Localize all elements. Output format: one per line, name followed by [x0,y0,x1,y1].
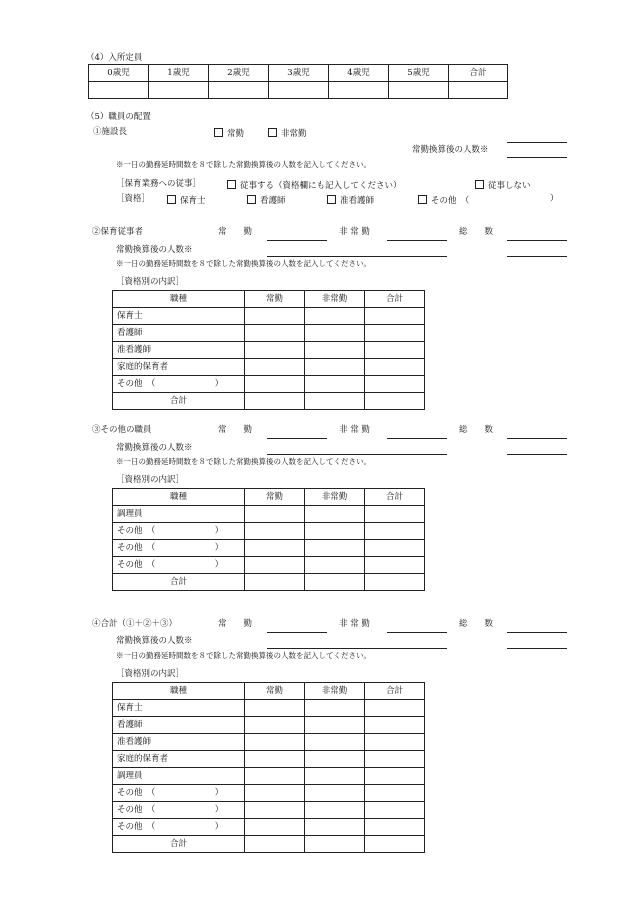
nursery-label: ②保育従事者 [92,227,144,237]
checkbox-icon[interactable] [327,195,336,204]
col-sum-header: 合計 [365,291,425,308]
total-sum-cell[interactable] [365,574,425,591]
chief-entry-line[interactable] [507,142,567,143]
full-time-cell[interactable] [245,376,305,393]
sum-cell[interactable] [365,768,425,785]
sum-cell[interactable] [365,700,425,717]
other-total-label: 総 数 [459,425,494,435]
chief-full-time-option[interactable]: 常勤 [214,128,244,139]
header-age-3: 3歳児 [269,65,329,82]
table-row [113,819,425,836]
part-time-cell[interactable] [305,557,365,574]
part-time-cell[interactable] [305,819,365,836]
total-part-cell[interactable] [305,393,365,410]
total-full-cell[interactable] [245,574,305,591]
qual-option-nursery[interactable]: 保育士 [167,195,206,206]
col-part-header: 非常勤 [305,291,365,308]
row-label: その他 （ ） [113,540,245,557]
total-part-cell[interactable] [305,574,365,591]
row-label: 調理員 [113,768,245,785]
nursery-total-line[interactable] [507,240,567,241]
other-part-line[interactable] [387,438,447,439]
nursery-conv-label: 常勤換算後の人数※ [116,245,193,255]
total-part-cell[interactable] [305,836,365,853]
other-conv-line[interactable] [267,454,447,455]
sum-cell[interactable] [365,523,425,540]
other-conv-label: 常勤換算後の人数※ [116,443,193,453]
part-time-cell[interactable] [305,342,365,359]
full-time-cell[interactable] [245,751,305,768]
sum-part-line[interactable] [387,632,447,633]
row-label: 保育士 [113,700,245,717]
nursery-total-label: 総 数 [459,227,494,237]
part-time-cell[interactable] [305,734,365,751]
row-total-label: 合計 [113,836,245,853]
full-time-cell[interactable] [245,785,305,802]
other-breakdown-label: ［資格別の内訳］ [116,475,185,485]
capacity-table [88,64,508,99]
full-time-cell[interactable] [245,359,305,376]
part-time-cell[interactable] [305,325,365,342]
row-total-label: 合計 [113,574,245,591]
section-5-title: （5）職員の配置 [86,112,151,122]
qualification-label: ［資格］ [116,194,151,204]
header-age-5: 5歳児 [389,65,449,82]
sum-cell[interactable] [365,325,425,342]
total-sum-cell[interactable] [365,836,425,853]
table-total-row [113,393,425,410]
sum-cell[interactable] [365,359,425,376]
table-row [113,308,425,325]
qual-option-nurse[interactable]: 看護師 [247,195,286,206]
col-full-header: 常勤 [245,489,305,506]
chief-conv-label: 常勤換算後の人数※ [412,145,489,155]
nursery-conv-line[interactable] [267,256,447,257]
full-time-cell[interactable] [245,342,305,359]
part-time-cell[interactable] [305,359,365,376]
checkbox-icon[interactable] [247,195,256,204]
row-label: 看護師 [113,717,245,734]
part-time-cell[interactable] [305,751,365,768]
checkbox-icon[interactable] [475,180,484,189]
capacity-cell-0[interactable] [89,82,149,99]
chief-label: ①施設長 [93,127,128,137]
total-full-cell[interactable] [245,836,305,853]
row-label: 看護師 [113,325,245,342]
nursery-note: ※一日の勤務延時間数を８で除した常勤換算後の人数を記入してください。 [116,259,371,268]
chief-note: ※一日の勤務延時間数を８で除した常勤換算後の人数を記入してください。 [116,160,371,169]
capacity-cell-total[interactable] [449,82,508,99]
table-row [113,717,425,734]
table-row [113,700,425,717]
checkbox-icon[interactable] [167,195,176,204]
sum-label: ④合計（①＋②＋③） [92,619,178,629]
sum-cell[interactable] [365,751,425,768]
checkbox-icon[interactable] [214,128,223,137]
qual-option-assistant-nurse[interactable]: 准看護師 [327,195,374,206]
checkbox-icon[interactable] [268,128,277,137]
full-time-cell[interactable] [245,325,305,342]
table-row [113,376,425,393]
sum-breakdown-table [112,682,425,853]
total-full-cell[interactable] [245,393,305,410]
sum-full-line[interactable] [267,632,327,633]
total-sum-cell[interactable] [365,393,425,410]
nursery-full-label: 常 勤 [218,227,253,237]
checkbox-icon[interactable] [227,180,236,189]
other-total-line[interactable] [507,438,567,439]
other-note: ※一日の勤務延時間数を８で除した常勤換算後の人数を記入してください。 [116,457,371,466]
row-label: 家庭的保育者 [113,751,245,768]
row-total-label: 合計 [113,393,245,410]
sum-cell[interactable] [365,734,425,751]
table-row [113,523,425,540]
col-full-header: 常勤 [245,683,305,700]
row-label: その他 （ ） [113,557,245,574]
nursery-breakdown-table [112,290,425,410]
section-4-title: （4）入所定員 [86,53,143,63]
row-label: 准看護師 [113,342,245,359]
part-time-cell[interactable] [305,540,365,557]
header-age-2: 2歳児 [209,65,269,82]
part-time-cell[interactable] [305,768,365,785]
full-time-cell[interactable] [245,717,305,734]
chief-conv-line[interactable] [507,157,567,158]
part-time-cell[interactable] [305,717,365,734]
other-breakdown-table [112,488,425,591]
row-label: その他 （ ） [113,802,245,819]
sum-total-label: 総 数 [459,619,494,629]
sum-cell[interactable] [365,557,425,574]
sum-conv-label: 常勤換算後の人数※ [116,636,193,646]
other-full-line[interactable] [267,438,327,439]
part-time-cell[interactable] [305,802,365,819]
table-row [113,734,425,751]
table-row [113,751,425,768]
qual-option-other[interactable]: その他 （ [418,195,469,206]
qual-other-close: ） [550,194,559,204]
full-time-cell[interactable] [245,819,305,836]
col-sum-header: 合計 [365,489,425,506]
part-time-cell[interactable] [305,376,365,393]
full-time-cell[interactable] [245,734,305,751]
full-time-cell[interactable] [245,557,305,574]
part-time-cell[interactable] [305,506,365,523]
row-label: 調理員 [113,506,245,523]
sum-cell[interactable] [365,308,425,325]
other-label: ③その他の職員 [92,425,152,435]
table-header-row [113,683,425,700]
header-age-4: 4歳児 [329,65,389,82]
sum-cell[interactable] [365,376,425,393]
capacity-cell-4[interactable] [329,82,389,99]
capacity-cell-5[interactable] [389,82,449,99]
sum-conv-total-line[interactable] [507,648,567,649]
chief-part-time-option[interactable]: 非常勤 [268,128,307,139]
col-type-header: 職種 [113,291,245,308]
row-label: その他 （ ） [113,376,245,393]
full-time-cell[interactable] [245,506,305,523]
col-type-header: 職種 [113,683,245,700]
checkbox-icon[interactable] [418,195,427,204]
col-sum-header: 合計 [365,683,425,700]
row-label: その他 （ ） [113,819,245,836]
sum-cell[interactable] [365,819,425,836]
nursery-conv-total-line[interactable] [507,256,567,257]
capacity-cell-3[interactable] [269,82,329,99]
col-part-header: 非常勤 [305,683,365,700]
sum-cell[interactable] [365,540,425,557]
row-label: 家庭的保育者 [113,359,245,376]
sum-cell[interactable] [365,342,425,359]
part-time-cell[interactable] [305,700,365,717]
full-time-cell[interactable] [245,523,305,540]
full-time-cell[interactable] [245,802,305,819]
table-row [113,506,425,523]
table-row [113,802,425,819]
table-header-row [113,489,425,506]
row-label: その他 （ ） [113,523,245,540]
nursery-part-label: 非 常 勤 [339,227,370,237]
full-time-cell[interactable] [245,540,305,557]
other-full-label: 常 勤 [218,425,253,435]
table-row [113,768,425,785]
capacity-cell-1[interactable] [149,82,209,99]
nursery-full-line[interactable] [267,240,327,241]
part-time-cell[interactable] [305,523,365,540]
sum-note: ※一日の勤務延時間数を８で除した常勤換算後の人数を記入してください。 [116,651,371,660]
capacity-cell-2[interactable] [209,82,269,99]
full-time-cell[interactable] [245,768,305,785]
engage-label: ［保育業務への従事］ [116,179,202,189]
full-time-cell[interactable] [245,308,305,325]
header-total: 合計 [449,65,508,82]
table-row [113,325,425,342]
part-time-cell[interactable] [305,308,365,325]
sum-cell[interactable] [365,717,425,734]
col-type-header: 職種 [113,489,245,506]
sum-part-label: 非 常 勤 [339,619,370,629]
sum-breakdown-label: ［資格別の内訳］ [116,669,185,679]
full-time-cell[interactable] [245,700,305,717]
sum-total-line[interactable] [507,632,567,633]
header-age-0: 0歳児 [89,65,149,82]
row-label: 准看護師 [113,734,245,751]
table-total-row [113,574,425,591]
table-row [113,359,425,376]
sum-cell[interactable] [365,506,425,523]
table-total-row [113,836,425,853]
sum-cell[interactable] [365,802,425,819]
other-conv-total-line[interactable] [507,454,567,455]
table-row [113,342,425,359]
table-row [113,557,425,574]
engage-yes-option[interactable]: 従事する（資格欄にも記入してください） [227,180,402,191]
sum-full-label: 常 勤 [218,619,253,629]
engage-no-option[interactable]: 従事しない [475,180,531,191]
row-label: その他 （ ） [113,785,245,802]
part-time-cell[interactable] [305,785,365,802]
sum-conv-line[interactable] [267,648,447,649]
col-part-header: 非常勤 [305,489,365,506]
sum-cell[interactable] [365,785,425,802]
header-age-1: 1歳児 [149,65,209,82]
nursery-breakdown-label: ［資格別の内訳］ [116,277,185,287]
col-full-header: 常勤 [245,291,305,308]
table-row [113,785,425,802]
row-label: 保育士 [113,308,245,325]
table-header-row [113,291,425,308]
table-row [113,540,425,557]
other-part-label: 非 常 勤 [339,425,370,435]
nursery-part-line[interactable] [387,240,447,241]
